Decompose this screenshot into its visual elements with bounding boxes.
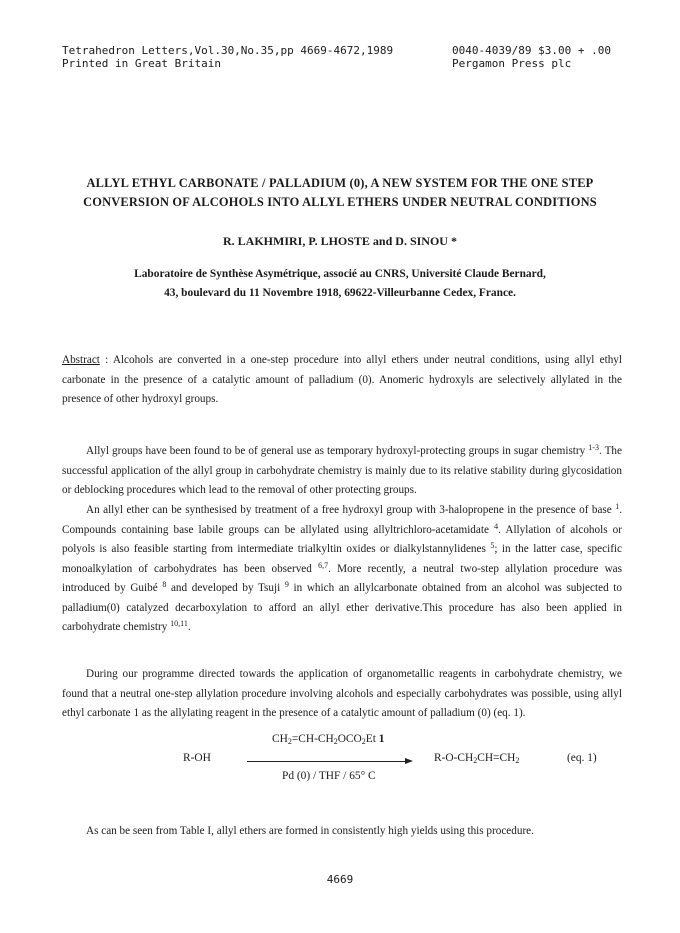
eq-reagent: [272, 733, 384, 745]
text-run: . Allylation of alcohols or polyols is also feasible starting from intermediate trialkyltin oxides or dialkylstannylidenes: [62, 523, 622, 555]
journal-citation: Tetrahedron Letters,Vol.30,No.35,pp 4669-4672,1989: [62, 44, 394, 57]
citation-ref: 5: [490, 541, 495, 550]
paragraph-3: During our programme directed towards the application of organometallic reagents in carbohydrate chemistry, we found that a neutral one-step allylation procedure involving alcohols and especially carbohydrates was possible, using allyl ethyl carbonate 1 as the allylating reagent in the presence of a catalytic amount of palladium (0) (eq. 1).: [62, 668, 622, 719]
arrow-head-icon: [405, 758, 413, 764]
citation-ref: 1: [615, 502, 620, 511]
affiliation-line-2: 43, boulevard du 11 Novembre 1918, 69622-Villeurbanne Cedex, France.: [164, 287, 516, 299]
text-run: . Compounds containing base labile groups can be allylated using allyltrichloro-acetamidate: [62, 504, 622, 536]
citation-ref: 1-3: [588, 443, 599, 452]
subscript: 2: [473, 756, 478, 765]
abstract-label: Abstract: [62, 354, 100, 366]
citation-ref: 9: [284, 580, 289, 589]
page-number: 4669: [326, 873, 354, 886]
eq-reactant: R-OH: [183, 752, 211, 764]
text-run: Allyl groups have been found to be of general use as temporary hydroxyl-protecting groups in sugar chemistry: [86, 445, 589, 457]
authors: R. LAKHMIRI, P. LHOSTE and D. SINOU *: [223, 234, 457, 248]
affiliation-line-1: Laboratoire de Synthèse Asymétrique, associé au CNRS, Université Claude Bernard,: [134, 268, 546, 280]
text-run: in which an allylcarbonate obtained from an alcohol was subjected to palladium(0) catalyzed decarboxylation to afford an allyl ether derivative.This procedure has also been applied in carbohydrate chemistry: [62, 582, 623, 633]
publisher: Pergamon Press plc: [452, 57, 572, 70]
paragraph-4: As can be seen from Table I, allyl ethers are formed in consistently high yields using this procedure.: [86, 825, 534, 837]
subscript: 2: [361, 737, 366, 746]
abstract-text: : Alcohols are converted in a one-step procedure into allyl ethers under neutral conditions, using allyl ethyl carbonate in the presence of a catalytic amount of palladium (0). Anomeric hydroxyls are selectively allylated in the presence of other hydroxyl groups.: [62, 354, 622, 405]
eq-product: [434, 752, 519, 764]
compound-number: 1: [378, 733, 385, 745]
subscript: 2: [515, 756, 520, 765]
text-run: An allyl ether can be synthesised by treatment of a free hydroxyl group with 3-halopropene in the presence of base: [86, 504, 616, 516]
price-code: 0040-4039/89 $3.00 + .00: [452, 44, 611, 57]
text-run: . The successful application of the allyl group in carbohydrate chemistry is mainly due to its relative stability during glycosidation or deblocking procedures which lead to the removal of other protecting groups.: [62, 445, 622, 496]
text-run: .: [187, 621, 191, 633]
text-run: =CH-CH: [291, 733, 334, 745]
paragraph-1: [62, 442, 622, 501]
eq-conditions: Pd (0) / THF / 65° C: [282, 770, 376, 782]
text-run: . More recently, a neutral two-step allylation procedure was introduced by Guibé: [62, 562, 622, 594]
citation-ref: 8: [162, 580, 167, 589]
title-line-1: ALLYL ETHYL CARBONATE / PALLADIUM (0), A NEW SYSTEM FOR THE ONE STEP: [86, 176, 594, 190]
paragraph-2: [62, 501, 622, 638]
text-run: and developed by Tsuji: [166, 582, 285, 594]
text-run: CH=CH: [477, 752, 516, 764]
text-run: R-O-CH: [434, 752, 474, 764]
paper-title: [60, 174, 620, 212]
citation-ref: 6,7: [318, 560, 329, 570]
reaction-arrow: [247, 761, 407, 762]
title-line-2: CONVERSION OF ALCOHOLS INTO ALLYL ETHERS UNDER NEUTRAL CONDITIONS: [83, 195, 597, 209]
abstract: [62, 351, 622, 410]
citation-ref: 10,11: [170, 619, 188, 628]
printed-in: Printed in Great Britain: [62, 57, 221, 70]
eq-label: (eq. 1): [567, 752, 597, 764]
subscript: 2: [333, 737, 338, 746]
text-run: OCO: [337, 733, 362, 745]
citation-ref: 4: [494, 521, 499, 531]
text-run: ; in the latter case, specific monoalkylation of carbohydrates has been observed: [62, 543, 622, 575]
text-run: CH: [272, 733, 288, 745]
text-run: Et: [365, 733, 379, 745]
subscript: 2: [287, 737, 292, 746]
affiliation: [60, 265, 620, 303]
